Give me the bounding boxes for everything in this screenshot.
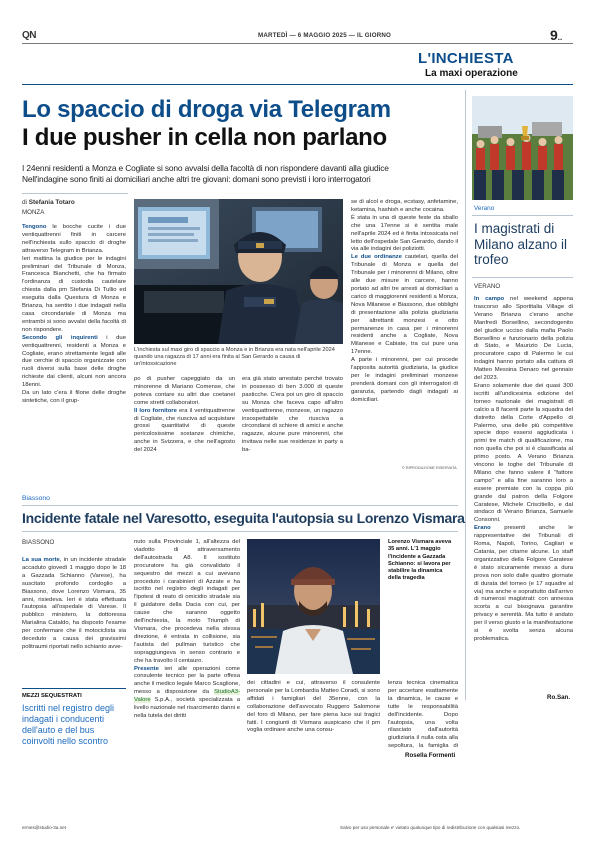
col1-p2: Ieri mattina la giudice per le indagini preliminari del Tribunale di Monza, Francesca Bianchetti, che ha firmato l'ordinanza di custodia cautelare chiesta dalla pm Stefania Di Tullio ed eseguita dalla Questura di Monza e Brianza, ha sentito i due indagati nella casa circondariale di Monza ma entrambi si sono avvalsi della facoltà di non rispondere.	[22, 255, 126, 333]
dateline: MONZA	[22, 209, 45, 216]
second-col2-p3: S.p.A., società specializzata a livello nazionale nel risarcimento danni e nella tutela dei diritti	[134, 697, 240, 719]
photo-caption: L'inchiesta sul maxi giro di spaccio a Monza e in Brianza era nata nell'aprile 2024 quando una ragazza di 17 anni era finita al San Gerardo a causa di un'intossicazione	[134, 347, 335, 367]
author-name: Stefania Totaro	[28, 199, 75, 206]
header-rule	[22, 43, 573, 44]
page-dots-icon: ..	[557, 33, 563, 42]
police-operations-photo	[134, 199, 343, 344]
byline-rule	[22, 193, 128, 194]
col4-p1: se di alcol e droga, ecstasy, anfetamine, ketamina, hashish e anche cocaina.	[351, 199, 458, 213]
second-col3-p1: dei cittadini e cui, attraverso il consulente personale per la Lombardia Matteo Coradi, si sono affidati i famigliari del 35enne, con la collaborazione dell'avvocato Ruggero Salomone del foro di Milano, per fare piena luce sui tragici fatti. I congiunti di Vismara auspicano che il pm voglia ordinare anche una consu-	[247, 680, 380, 734]
main-headline-1: Lo spaccio di droga via Telegram	[22, 96, 391, 123]
col2-subhead: Il loro fornitore	[134, 407, 177, 414]
tournament-crowd-illustration	[472, 96, 573, 200]
sidebar-lead-bold: In campo	[474, 296, 505, 302]
main-col-1	[22, 224, 126, 468]
section-rule	[22, 84, 573, 85]
second-col2-p1: nuto sulla Provinciale 1, all'altezza del viadotto di attraversamento dell'autostrada A8. Il sostituto procuratore ha già convalidato il sequestro dei mezzi a cui avevano proceduto i carabinieri di Azzate e ha iscritto nel registro degli indagati per l'ipotesi di reato di omicidio stradale sia il guidatore della Dacia con cui, per cause che saranno oggetto dell'inchiesta, la moto Triumph di Vismara, che procedeva nella stessa direzione, è entrata in collisione, sia l'autista del pullman turistico che sopraggiungeva in senso contrario e che ha travolto il centauro.	[134, 539, 240, 664]
sidebar-headline-rule	[472, 277, 573, 278]
page-number-value: 9	[550, 27, 558, 43]
lorenzo-vismara-photo	[247, 539, 380, 674]
section-title: L'INCHIESTA	[418, 50, 514, 67]
col4-p4: A parte i minorenni, per cui procede l'apposita autorità giudiziaria, la giudice per le indagini preliminari monzese prenderà domani con gli interrogatori di garanzia, partendo dagli indagati ai domiciliari.	[351, 357, 458, 403]
second-headline-rule	[22, 531, 458, 532]
masthead-logo: QN	[22, 30, 36, 41]
box-text: Iscritti nel registro degli indagati i conducenti dell'auto e del bus coinvolti nello scontro	[22, 703, 115, 746]
box-top-rule	[22, 688, 126, 689]
police-operations-illustration	[134, 199, 343, 344]
sidebar-headline: I magistrati di Milano alzano il trofeo	[474, 221, 568, 267]
sidebar-tag: Verano	[474, 205, 495, 212]
box-kicker: MEZZI SEQUESTRATI	[22, 693, 82, 699]
main-col-4	[351, 199, 458, 465]
trophy-photo	[472, 96, 573, 200]
col3-p1: era già stato arrestato perché trovato in possesso di ben 3.000 di queste pasticche. C'era poi un giro di spaccio su Monza che faceva capo all'altro ventiquattrenne, monzese, un ragazzo insospettabile che riusciva a circondarsi di schiere di amici e anche ragazze, alcune pure minorenni, che invitava nelle sue residenze in party a ba-	[242, 376, 343, 454]
second-col-4	[388, 680, 458, 750]
col4-p2: È stata in una di queste feste da sballo che una 17enne si è sentita male nell'aprile 2024 ed è finita intossicata nel letto dell'ospedale San Gerardo, dando il via alle indagini dei poliziotti.	[351, 214, 458, 253]
main-col-3	[242, 376, 343, 472]
main-col-2	[134, 376, 235, 472]
sidebar-subhead: Erano	[474, 525, 491, 532]
sidebar-divider	[465, 90, 466, 700]
section-subtitle: La maxi operazione	[425, 68, 518, 79]
byline	[22, 199, 75, 206]
portrait-illustration	[247, 539, 380, 674]
second-headline: Incidente fatale nel Varesotto, eseguita l'autopsia su Lorenzo Vismara	[22, 510, 465, 526]
sidebar-p2: Erano solamente due dei quasi 300 iscritti all'undicesima edizione del torneo nazionale dei magistrati di calcio a 8 facenti parte la squadra del distretto della Corte d'Appello di Palermo, una delle più competitive specie dopo essersi aggiudicata i primi tre match di qualificazione, ma non quella che poi si è classificata al primo posto. A Verano Brianza vincono le toghe del Tribunale di Milano che fanno valere il "fattore campo" e alla fine saranno loro a essere premiate con la coppa più grande dal patron della Folgore Caratese, Michele Criscitiello, e dal sindaco di Verano Brianza, Samuele Consonni.	[474, 382, 573, 524]
sidebar-tag-rule	[472, 215, 573, 216]
sidebar-p3: presenti anche le rappresentative dei Tribunali di Roma, Napoli, Torino, Cagliari e Catania, per citarne alcune. Lo staff organizzativo della Folgore Caratese è stato sicuramente messo a dura prova non solo dalle quattro giornate di durata del torneo (e 17 squadre al via) ma anche e soprattutto dall'arrivo di numerosi magistrati: con annessa scorta a cui bisognava garantire privacy e serenità. Ma tutto è andato per il verso giusto e la manifestazione si è svolta senza alcuna problematica.	[474, 525, 573, 642]
second-col2-p2: ieri alle operazioni come consulente tecnico per la parte offesa anche il medico legale Marco Scaglione, messo a disposizione da	[134, 665, 240, 696]
second-col-1	[22, 557, 126, 685]
footer-email: ermes@studio-3a.net	[22, 825, 66, 830]
col2-p2: era il ventiquattrenne di Cogliate, che riusciva ad acquistare grossi quantitativi di queste pericolosissime sostanze chimiche, anche in Svizzera, e che nell'agosto del 2024	[134, 407, 235, 454]
main-headline-2: I due pusher in cella non parlano	[22, 124, 387, 151]
col2-p1: po di pusher capeggiato da un minorenne di Mariano Comense, che poteva contare su altri due coetanei come stretti collaboratori.	[134, 376, 235, 406]
sidebar-body	[474, 296, 573, 693]
sidebar-p1: nel weekend appena trascorso allo Sportitalia Village di Verano Brianza c'erano anche Manfredi Borsellino, secondogenito del giudice ucciso dalla mafia Paolo Borsellino e funzionario della polizia di Stato, e Maurizio De Lucia, procuratore capo di Palermo le cui indagini hanno portato alla cattura di Matteo Messina Denaro nel gennaio del 2023.	[474, 296, 573, 382]
page-number	[550, 27, 562, 43]
second-col2-subhead: Presente	[134, 665, 159, 672]
lead-bold: Tengono	[22, 224, 47, 230]
col4-p3: cautelari, quella del Tribunale di Monza e quella del Tribunale per i minorenni di Milano, oltre alle due misure in carcere, hanno portato ad altri tre arresti ai domiciliari a carico di maggiorenni residenti a Monza, Nova Milanese e Biassono, due obblighi di presentazione alla polizia giudiziaria per altrettanti monzesi e otto permanenze in casa per i minorenni residenti anche a Cogliate, Nova Milanese e Cabiate, tra cui pure una 17enne.	[351, 254, 458, 356]
col1-p4: Da un lato c'era il filone delle droghe sintetiche, con il grup-	[22, 390, 126, 404]
second-signature: Rosella Formenti	[405, 752, 456, 759]
second-dateline: BIASSONO	[22, 539, 55, 546]
second-col-3	[247, 680, 380, 760]
second-lead-bold: La sua morte	[22, 557, 60, 563]
second-col4-p1: lenza tecnica cinematica per accertare esattamente la dinamica, le cause e tutte le responsabilità dell'incidente. Dopo l'autopsia, una volta rilasciato dall'autorità giudiziaria il nulla osta alla sepoltura, la famiglia di	[388, 680, 458, 750]
second-tag: Biassono	[22, 495, 50, 502]
second-col1-p1: , in un incidente stradale accaduto giovedì 1 maggio dopo le 18 a Gazzada Schianno (Varese), ha suscitato profondo cordoglio a Biassono, dove Lorenzo Vismara, 35 anni, risiedeva. Ieri è stata effettuata l'autopsia all'ospedale di Varese. Il pubblico ministero, la dottoressa Marialina Cataldo, ha disposto l'esame per confermare che il motociclista sia deceduto a causa dei gravissimi politraumi riportati nello schianto avve-	[22, 557, 126, 650]
col1-p1: le bocche cucite i due ventiquattrenni finiti in carcere nell'inchiesta sullo spaccio di droghe attraverso Telegram in Brianza.	[22, 224, 126, 254]
summary-line-1: I 24enni residenti a Monza e Cogliate si sono avvalsi della facoltà di non rispondere davanti alla giudice	[22, 163, 389, 173]
summary-line-2: Nell'indagine sono finiti ai domiciliari anche altri tre giovani: domani sono previsti i loro interrogatori	[22, 174, 371, 184]
col1-subhead: Secondo gli inquirenti	[22, 334, 98, 341]
second-col-2	[134, 539, 240, 760]
footer-notice: Salvo per uso personale e' vietato qualunque tipo di redistribuzione con qualsiasi mezzo.	[340, 825, 521, 830]
second-photo-caption: Lorenzo Vismara aveva 35 anni. L'1 maggio l'incidente a Gazzada Schianno: si lavora per stabilire la dinamica della tragedia	[388, 539, 452, 582]
col4-subhead: Le due ordinanze	[351, 254, 402, 261]
studio-link[interactable]: StudioA3-Valore	[134, 689, 240, 704]
copyright-note: © RIPRODUZIONE RISERVATA	[402, 466, 457, 470]
col1-p3: i due ventiquattrenni, residenti a Monza e Cogliate, erano strettamente legati alle due cerchie di spaccio organizzate con ruoli diversi sulla base delle droghe richieste dai clienti, alcuni non ancora 18enni.	[22, 334, 126, 389]
byline-prefix: di	[22, 199, 27, 206]
date-line: MARTEDÌ — 6 MAGGIO 2025 — IL GIORNO	[258, 32, 392, 39]
sidebar-signature: Ro.San.	[547, 694, 571, 701]
sidebar-dateline: VERANO	[474, 283, 501, 290]
second-tag-rule	[22, 505, 458, 506]
